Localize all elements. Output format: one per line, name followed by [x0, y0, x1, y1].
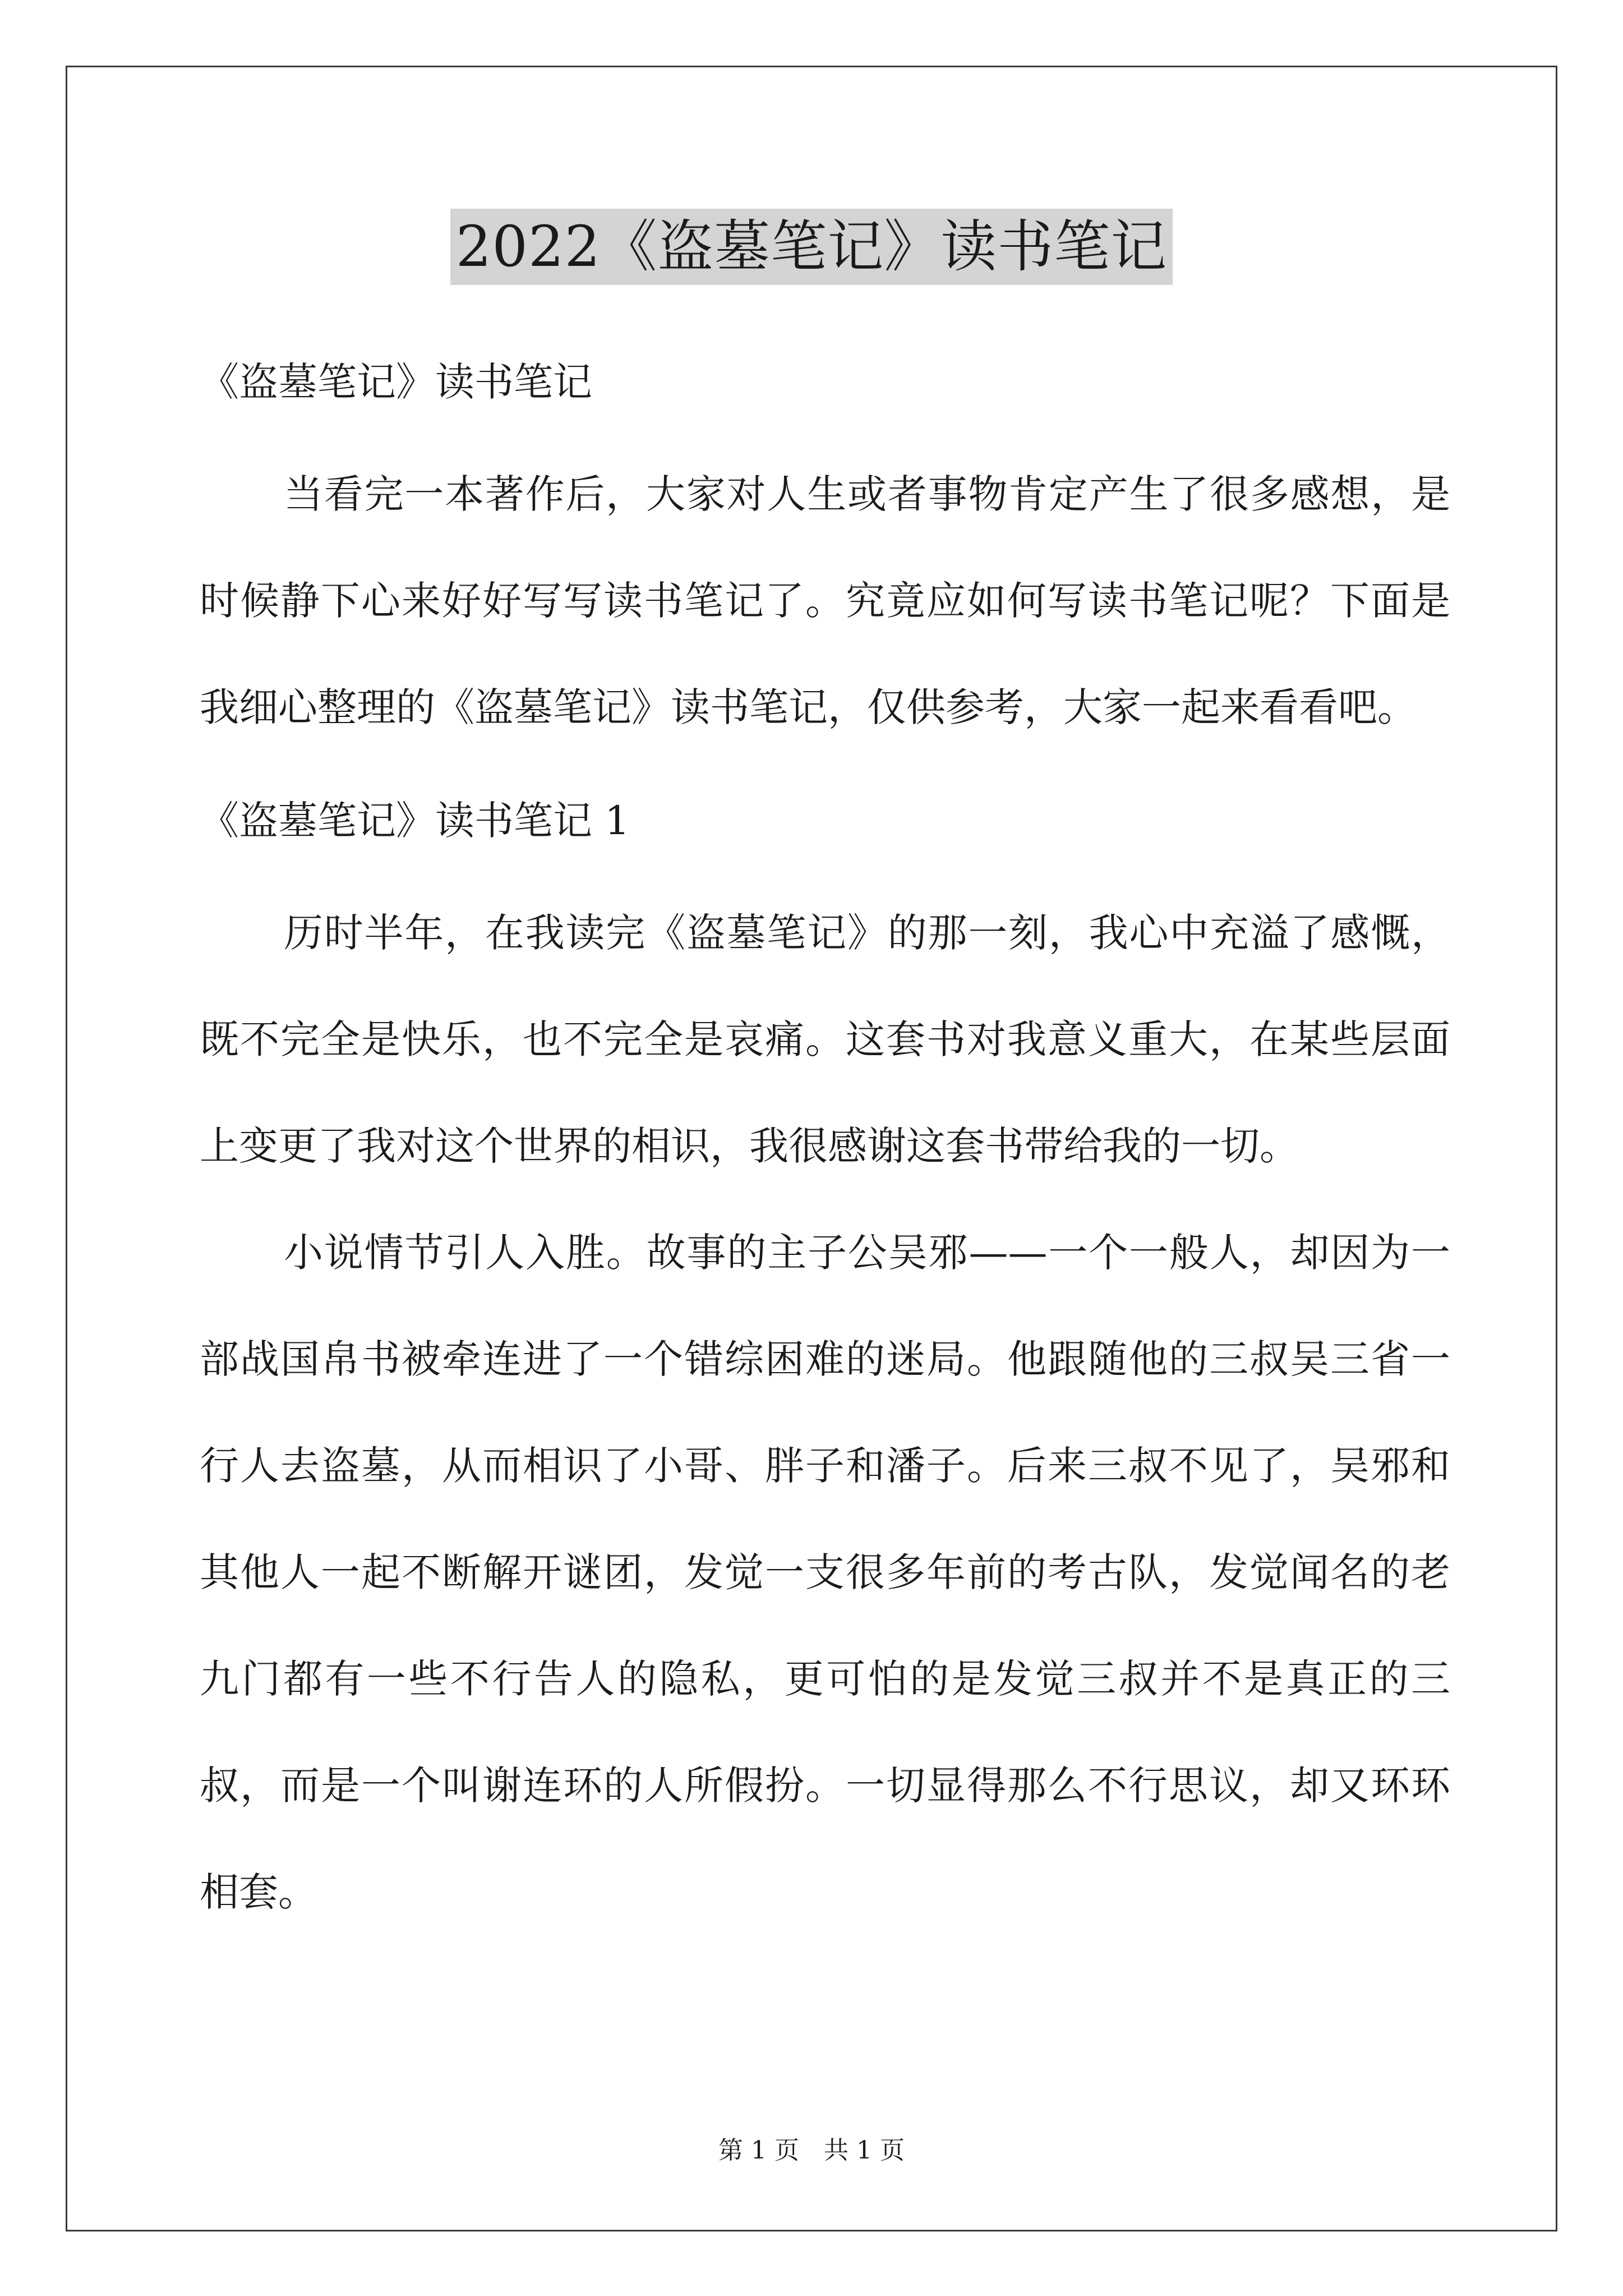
page-footer: 第 1 页 共 1 页	[718, 2136, 905, 2165]
title-container	[0, 209, 1623, 285]
document-title: 2022《盗墓笔记》读书笔记	[450, 209, 1173, 285]
document-body	[200, 303, 1450, 1945]
intro-heading: 《盗墓笔记》读书笔记	[200, 359, 592, 405]
section-heading: 《盗墓笔记》读书笔记 1	[200, 798, 630, 844]
body-paragraph: 历时半年，在我读完《盗墓笔记》的那一刻，我心中充溢了感慨，既不完全是快乐，也不完全是哀痛。这套书对我意义重大，在某些层面上变更了我对这个世界的相识，我很感谢这套书带给我的一切。	[200, 910, 1450, 1169]
body-paragraph: 小说情节引人入胜。故事的主子公吴邪——一个一般人，却因为一部战国帛书被牵连进了一个错综困难的迷局。他跟随他的三叔吴三省一行人去盗墓，从而相识了小哥、胖子和潘子。后来三叔不见了，吴邪和其他人一起不断解开谜团，发觉一支很多年前的考古队，发觉闻名的老九门都有一些不行告人的隐私，更可怕的是发觉三叔并不是真正的三叔，而是一个叫谢连环的人所假扮。一切显得那么不行思议，却又环环相套。	[200, 1230, 1450, 1915]
intro-paragraph: 当看完一本著作后，大家对人生或者事物肯定产生了很多感想，是时候静下心来好好写写读书笔记了。究竟应如何写读书笔记呢？下面是我细心整理的《盗墓笔记》读书笔记，仅供参考，大家一起来看看吧。	[200, 471, 1450, 730]
